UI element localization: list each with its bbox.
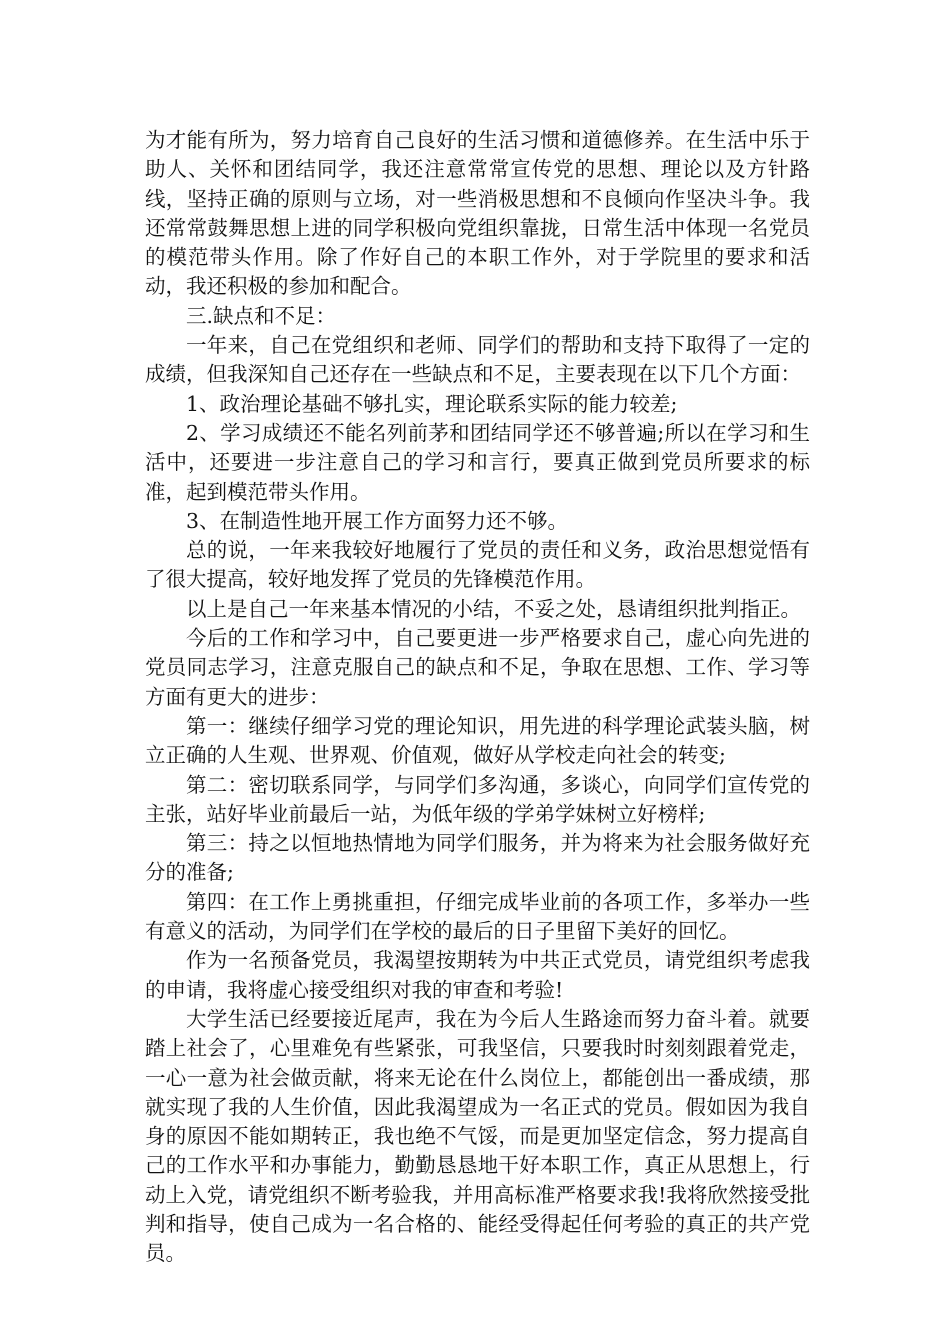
plan-item-second: 第二：密切联系同学，与同学们多沟通，多谈心，向同学们宣传党的主张，站好毕业前最后一站，为低年级的学弟学妹树立好榜样;	[145, 772, 810, 826]
paragraph-final-statement: 大学生活已经要接近尾声，我在为今后人生路途而努力奋斗着。就要踏上社会了，心里难免有些紧张，可我坚信，只要我时时刻刻跟着党走，一心一意为社会做贡献，将来无论在什么岗位上，都能创出一番成绩，那就实现了我的人生价值，因此我渴望成为一名正式的党员。假如因为我自身的原因不能如期转正，我也绝不气馁，而是更加坚定信念，努力提高自己的工作水平和办事能力，勤勤恳恳地干好本职工作，真正从思想上，行动上入党，请党组织不断考验我，并用高标准严格要求我!我将欣然接受批判和指导，使自己成为一名合格的、能经受得起任何考验的真正的共产党员。	[145, 1006, 810, 1266]
plan-item-third: 第三：持之以恒地热情地为同学们服务，并为将来为社会服务做好充分的准备;	[145, 831, 810, 885]
paragraph-overall: 总的说，一年来我较好地履行了党员的责任和义务，政治思想觉悟有了很大提高，较好地发挥了党员的先锋模范作用。	[145, 538, 810, 592]
list-item-3: 3、在制造性地开展工作方面努力还不够。	[186, 508, 569, 533]
plan-item-fourth: 第四：在工作上勇挑重担，仔细完成毕业前的各项工作，多举办一些有意义的活动，为同学们在学校的最后的日子里留下美好的回忆。	[145, 889, 810, 944]
paragraph-closing-summary: 以上是自己一年来基本情况的小结，不妥之处，恳请组织批判指正。	[186, 596, 801, 621]
paragraph-continued-intro: 为才能有所为，努力培育自己良好的生活习惯和道德修养。在生活中乐于助人、关怀和团结同学，我还注意常常宣传党的思想、理论以及方针路线，坚持正确的原则与立场，对一些消极思想和不良倾向作坚决斗争。我还常常鼓舞思想上进的同学积极向党组织靠拢，日常生活中体现一名党员的模范带头作用。除了作好自己的本职工作外，对于学院里的要求和活动，我还积极的参加和配合。	[145, 128, 810, 299]
plan-item-first: 第一：继续仔细学习党的理论知识，用先进的科学理论武装头脑，树立正确的人生观、世界观、价值观，做好从学校走向社会的转变;	[145, 713, 810, 768]
document-page	[145, 126, 810, 1269]
paragraph-probation-request: 作为一名预备党员，我渴望按期转为中共正式党员，请党组织考虑我的申请，我将虚心接受组织对我的审查和考验!	[145, 948, 810, 1002]
paragraph-future-plan: 今后的工作和学习中，自己要更进一步严格要求自己，虚心向先进的党员同志学习，注意克服自己的缺点和不足，争取在思想、工作、学习等方面有更大的进步：	[145, 626, 810, 709]
list-item-1: 1、政治理论基础不够扎实，理论联系实际的能力较差;	[186, 391, 678, 416]
paragraph-year-summary: 一年来，自己在党组织和老师、同学们的帮助和支持下取得了一定的成绩，但我深知自己还存在一些缺点和不足，主要表现在以下几个方面：	[145, 333, 810, 387]
section-heading-shortcomings: 三.缺点和不足：	[186, 303, 337, 328]
list-item-2: 2、学习成绩还不能名列前茅和团结同学还不够普遍;所以在学习和生活中，还要进一步注意自己的学习和言行，要真正做到党员所要求的标准，起到模范带头作用。	[145, 420, 810, 504]
